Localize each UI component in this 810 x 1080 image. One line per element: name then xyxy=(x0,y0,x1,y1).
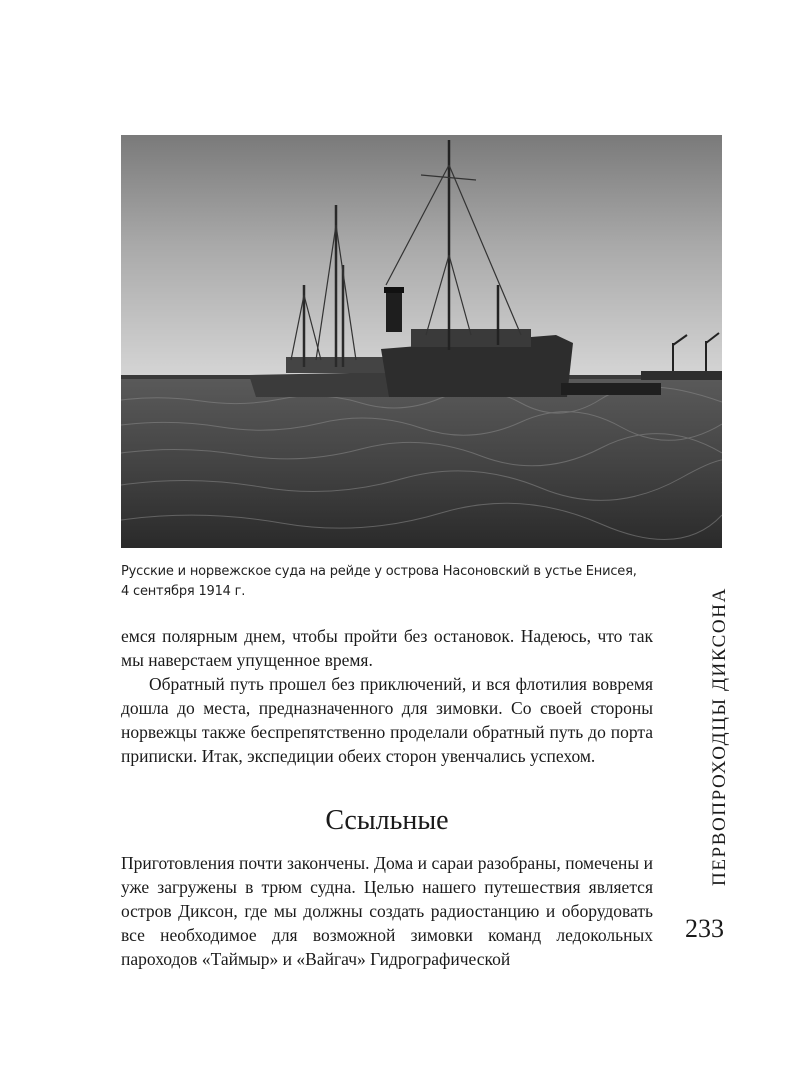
paragraph-1: емся полярным днем, чтобы пройти без остановок. Надеюсь, что так мы наверстаем упущенное время. xyxy=(121,626,653,670)
body-text-top xyxy=(121,624,653,768)
steamships-photo xyxy=(121,135,722,548)
paragraph-2: Обратный путь прошел без приключений, и вся флотилия вовремя дошла до места, предназначенного для зимовки. Со своей стороны норвежцы также беспрепятственно проделали обратный путь до порта приписки. Итак, экспедиции обеих сторон увенчались успехом. xyxy=(121,674,653,766)
caption-line-2: 4 сентября 1914 г. xyxy=(121,584,246,599)
section-heading: Ссыльные xyxy=(325,805,449,836)
caption-line-1: Русские и норвежское суда на рейде у острова Насоновский в устье Енисея, xyxy=(121,564,637,579)
paragraph-3: Приготовления почти закончены. Дома и сараи разобраны, помечены и уже загружены в трюм судна. Целью нашего путешествия является остров Диксон, где мы должны создать радиостанцию и оборудовать все необходимое для возможной зимовки команд ледокольных пароходов «Таймыр» и «Вайгач» Гидрографической xyxy=(121,853,653,969)
page-number: 233 xyxy=(685,914,724,943)
photo-caption xyxy=(121,562,681,602)
body-text-bottom xyxy=(121,851,653,971)
running-head: ПЕРВОПРОХОДЦЫ ДИКСОНА xyxy=(709,587,730,886)
